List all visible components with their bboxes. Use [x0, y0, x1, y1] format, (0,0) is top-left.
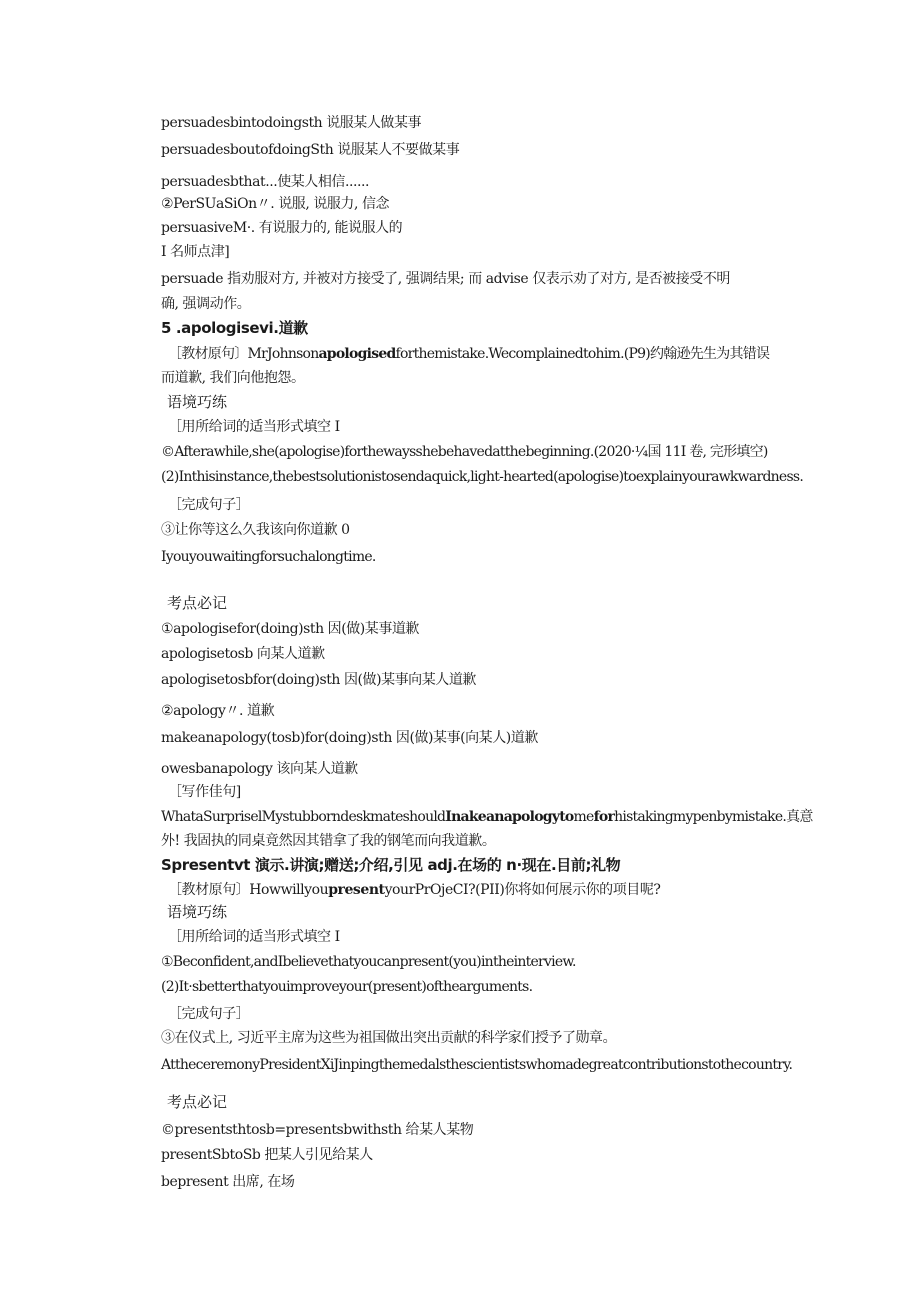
section-heading: 语境巧练 — [167, 903, 228, 921]
textbook-sentence: ［教材原句〕HowwillyoupresentyourPrOjeCI?(PII)你将如何展示你的项目呢? — [168, 882, 661, 898]
callout-label: I 名师点津] — [161, 244, 230, 260]
text-line: makeanapology(tosb)for(doing)sth 因(做)某事(向某人)道歉 — [161, 730, 538, 746]
text-line: bepresent 出席, 在场 — [161, 1174, 295, 1190]
text-line: 而道歉, 我们向他抱怨。 — [161, 370, 305, 386]
text-line: persuasiveM·. 有说服力的, 能说服人的 — [161, 220, 403, 236]
text-line: 外! 我固执的同桌竟然因其错拿了我的钢笔而向我道歉。 — [161, 833, 496, 849]
exercise-line: Iyouyouwaitingforsuchalongtime. — [161, 549, 376, 565]
exercise-line: ①Beconfident,andIbelievethatyoucanpresent(you)intheinterview. — [161, 954, 576, 970]
section-heading: 考点必记 — [167, 594, 228, 612]
section-heading: 考点必记 — [167, 1093, 228, 1111]
instruction-label: ［完成句子］ — [168, 497, 250, 513]
text-line: apologisetosbfor(doing)sth 因(做)某事向某人道歉 — [161, 672, 476, 688]
text-line: ©presentsthtosb=presentsbwithsth 给某人某物 — [161, 1122, 474, 1138]
instruction-label: ［完成句子］ — [168, 1006, 250, 1022]
instruction-label: ［用所给词的适当形式填空 I — [168, 419, 340, 435]
exercise-line: ③在仪式上, 习近平主席为这些为祖国做出突出贡献的科学家们授予了勋章。 — [161, 1030, 617, 1046]
exercise-line: ©Afterawhile,she(apologise)forthewaysshebehavedatthebeginning.(2020·¼国 11I 卷, 完形填空) — [161, 444, 768, 460]
entry-heading: Spresentvt 演示.讲演;赠送;介绍,引见 adj.在场的 n·现在.目前;礼物 — [161, 856, 621, 874]
exercise-line: ③让你等这么久我该向你道歉 0 — [161, 522, 350, 538]
text-line: persuade 指劝服对方, 并被对方接受了, 强调结果; 而 advise 仅表示劝了对方, 是否被接受不明 — [161, 271, 730, 287]
exercise-line: AttheceremonyPresidentXiJinpingthemedalsthescientistswhomadegreatcontributionstothecountry. — [161, 1057, 793, 1073]
exercise-line: (2)Inthisinstance,thebestsolutionistosendaquick,light-hearted(apologise)toexplainyourawkwardness. — [161, 469, 804, 485]
text-line: presentSbtoSb 把某人引见给某人 — [161, 1147, 373, 1163]
entry-heading: 5 .apologisevi.道歉 — [161, 319, 308, 337]
text-line: apologisetosb 向某人道歉 — [161, 646, 325, 662]
exercise-line: (2)It·sbetterthatyouimproveyour(present)ofthearguments. — [161, 979, 533, 995]
example-sentence: WhataSurpriselMystubborndeskmateshouldInakeanapologytomeforhistakingmypenbymistake.真意 — [161, 809, 813, 825]
text-line: persuadesbintodoingsth 说服某人做某事 — [161, 115, 422, 131]
textbook-sentence: ［教材原句〕MrJohnsonapologisedforthemistake.Wecomplainedtohim.(P9)约翰逊先生为其错误 — [168, 346, 770, 362]
instruction-label: ［用所给词的适当形式填空 I — [168, 929, 340, 945]
instruction-label: ［写作佳句] — [168, 784, 241, 800]
text-line: ②PerSUaSiOn〃. 说服, 说服力, 信念 — [161, 196, 390, 212]
text-line: owesbanapology 该向某人道歉 — [161, 761, 358, 777]
text-line: ①apologisefor(doing)sth 因(做)某事道歉 — [161, 621, 419, 637]
text-line: 确, 强调动作。 — [161, 296, 251, 312]
text-line: ②apology〃. 道歉 — [161, 703, 275, 719]
text-line: persuadesboutofdoingSth 说服某人不要做某事 — [161, 142, 460, 158]
section-heading: 语境巧练 — [167, 393, 228, 411]
text-line: persuadesbthat...使某人相信...... — [161, 174, 369, 190]
